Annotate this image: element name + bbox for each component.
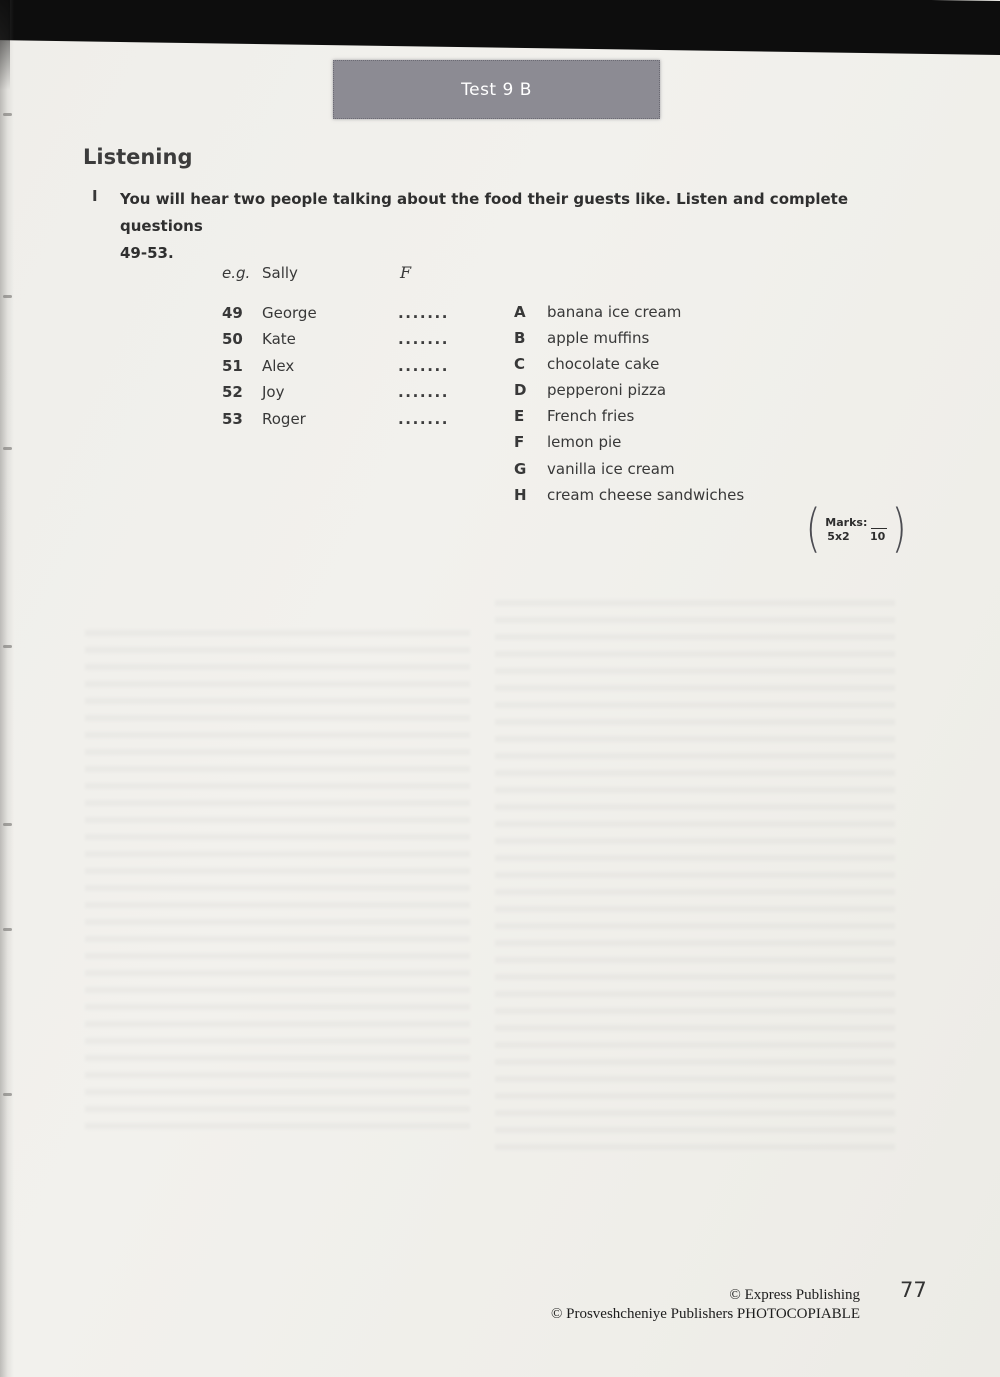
- test-banner: [333, 60, 660, 119]
- option-letter: F: [514, 433, 525, 452]
- option-letter: A: [514, 303, 526, 321]
- marks-paren-right-icon: ): [891, 499, 908, 559]
- option-text: chocolate cake: [547, 355, 660, 374]
- marks-content: [825, 516, 887, 543]
- option-row: [514, 482, 744, 508]
- binding-mark: [3, 447, 12, 450]
- copyright-prosveshcheniye: © Prosveshcheniye Publishers PHOTOCOPIABLE: [550, 1306, 860, 1322]
- question-row: [222, 326, 449, 352]
- question-row: [222, 353, 449, 379]
- question-number: 53: [222, 409, 243, 428]
- answer-blank: .......: [398, 383, 450, 402]
- bleed-through-texture: [85, 630, 470, 1130]
- binding-mark: [3, 823, 12, 826]
- options-list: [514, 299, 744, 508]
- option-letter: B: [514, 329, 526, 348]
- question-number: 49: [222, 304, 243, 322]
- exercise-instructions: [120, 186, 895, 267]
- option-row: [514, 351, 744, 377]
- example-name: Sally: [262, 264, 298, 282]
- binding-mark: [3, 113, 12, 116]
- marks-paren-left-icon: (: [805, 499, 821, 559]
- instructions-line1: You will hear two people talking about the food their guests like. Listen and complete questions: [120, 190, 849, 235]
- page-number: 77: [900, 1278, 927, 1302]
- question-name: Roger: [262, 409, 306, 428]
- instructions-line2: 49-53.: [120, 244, 174, 262]
- question-row: [222, 300, 449, 326]
- question-name: Alex: [262, 356, 295, 375]
- copyright-block: [400, 1286, 860, 1324]
- section-title: Listening: [83, 145, 193, 169]
- option-row: [514, 325, 744, 351]
- marks-formula: 5x2: [827, 529, 850, 543]
- option-letter: G: [514, 459, 527, 478]
- binding-mark: [3, 295, 12, 298]
- scan-left-edge: [0, 0, 14, 1377]
- option-letter: E: [514, 407, 525, 426]
- option-row: [514, 377, 744, 403]
- answer-blank: .......: [398, 330, 450, 349]
- option-text: apple muffins: [547, 329, 650, 348]
- question-name: George: [262, 304, 317, 322]
- binding-mark: [3, 1093, 12, 1096]
- marks-blank-line: [871, 517, 887, 529]
- marks-total: 10: [869, 529, 886, 543]
- binding-mark: [3, 928, 12, 931]
- option-text: banana ice cream: [547, 303, 682, 321]
- copyright-express: © Express Publishing: [729, 1287, 860, 1303]
- marks-label: Marks:: [825, 515, 868, 529]
- example-label: e.g.: [222, 264, 251, 282]
- answer-blank: .......: [398, 304, 450, 322]
- option-text: lemon pie: [547, 433, 622, 452]
- answer-blank: .......: [398, 356, 450, 375]
- question-row: [222, 406, 449, 432]
- bleed-through-texture: [495, 600, 895, 1150]
- option-text: French fries: [547, 407, 635, 426]
- answer-blank: .......: [398, 409, 450, 428]
- question-number: 51: [222, 356, 243, 375]
- question-number: 52: [222, 383, 243, 402]
- question-name: Kate: [262, 330, 296, 349]
- marks-box: [803, 499, 910, 559]
- example-answer: F: [400, 263, 412, 282]
- option-text: pepperoni pizza: [547, 381, 667, 400]
- example-row: [222, 263, 411, 282]
- option-row: [514, 403, 744, 429]
- option-text: cream cheese sandwiches: [547, 485, 745, 504]
- scan-top-edge: [0, 0, 1000, 55]
- option-letter: H: [514, 485, 527, 504]
- question-row: [222, 379, 449, 405]
- scan-left-edge-shadow: [0, 0, 10, 90]
- question-name: Joy: [262, 383, 285, 402]
- question-number: 50: [222, 330, 243, 349]
- binding-mark: [3, 645, 12, 648]
- exercise-number: I: [92, 187, 98, 205]
- questions-list: [222, 300, 449, 432]
- option-text: vanilla ice cream: [547, 459, 675, 478]
- option-row: [514, 299, 744, 325]
- option-row: [514, 456, 744, 482]
- option-letter: C: [514, 355, 526, 374]
- test-banner-label: Test 9 B: [461, 79, 532, 100]
- option-letter: D: [514, 381, 527, 400]
- option-row: [514, 429, 744, 455]
